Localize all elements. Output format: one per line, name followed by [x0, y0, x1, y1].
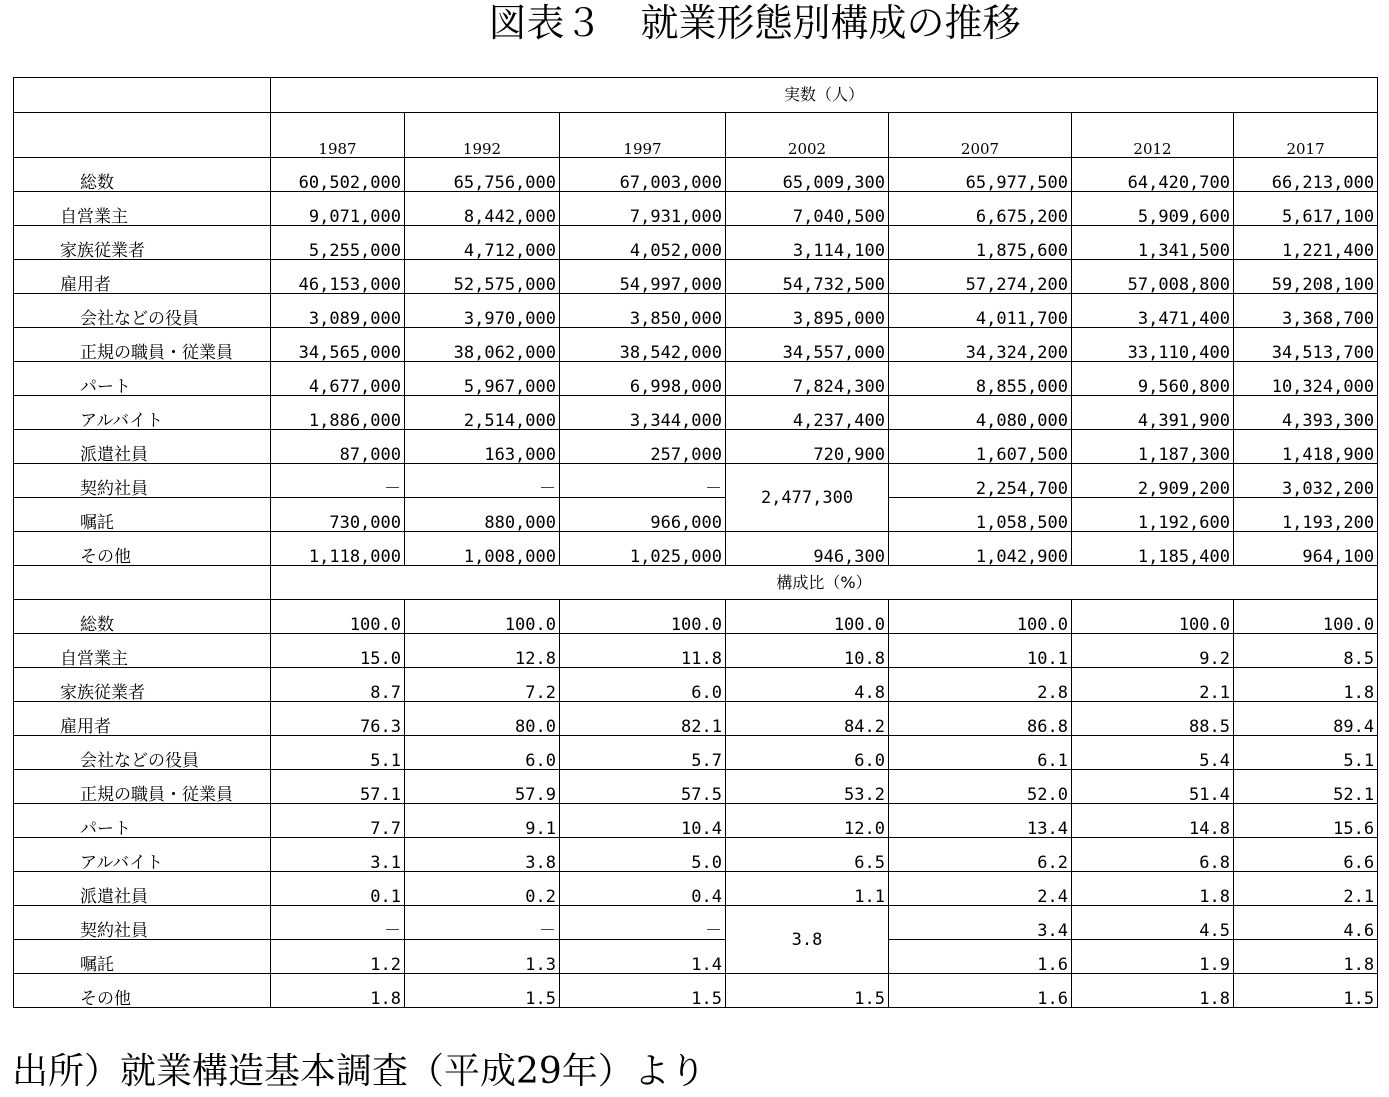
row-label: 正規の職員・従業員: [14, 328, 271, 362]
value-cell: 1,886,000: [271, 396, 405, 430]
value-cell: 38,062,000: [405, 328, 560, 362]
value-cell: 4,237,400: [726, 396, 889, 430]
value-cell: 1.5: [405, 974, 560, 1008]
value-cell: 100.0: [405, 600, 560, 634]
value-cell: 1.5: [1234, 974, 1378, 1008]
year-header: 1997: [560, 113, 726, 158]
source-note: 出所）就業構造基本調査（平成29年）より: [12, 1051, 706, 1092]
value-cell: 1,058,500: [889, 498, 1072, 532]
value-cell: 163,000: [405, 430, 560, 464]
value-cell: 12.0: [726, 804, 889, 838]
table-row: [14, 736, 1378, 770]
value-cell: －: [560, 906, 726, 940]
value-cell: 34,565,000: [271, 328, 405, 362]
value-cell: 6,675,200: [889, 192, 1072, 226]
value-cell: 8.7: [271, 668, 405, 702]
value-cell: －: [405, 464, 560, 498]
value-cell: 1.8: [1234, 940, 1378, 974]
value-cell: 1,221,400: [1234, 226, 1378, 260]
value-cell: 2,254,700: [889, 464, 1072, 498]
value-cell: 100.0: [271, 600, 405, 634]
value-cell: 3,368,700: [1234, 294, 1378, 328]
value-cell: 5,617,100: [1234, 192, 1378, 226]
value-cell: －: [560, 464, 726, 498]
value-cell: 89.4: [1234, 702, 1378, 736]
value-cell: 46,153,000: [271, 260, 405, 294]
row-label: 会社などの役員: [14, 736, 271, 770]
value-cell: 3.1: [271, 838, 405, 872]
value-cell: 6,998,000: [560, 362, 726, 396]
value-cell: 5,255,000: [271, 226, 405, 260]
value-cell: 5.1: [1234, 736, 1378, 770]
table-row: [14, 974, 1378, 1008]
value-cell: 8,442,000: [405, 192, 560, 226]
value-cell: 15.6: [1234, 804, 1378, 838]
value-cell: 34,324,200: [889, 328, 1072, 362]
merged-cell: 2,477,300: [726, 464, 889, 532]
table-row: [14, 804, 1378, 838]
value-cell: 67,003,000: [560, 158, 726, 192]
page-title: 図表３ 就業形態別構成の推移: [488, 1, 1021, 45]
value-cell: 15.0: [271, 634, 405, 668]
table-row: [14, 158, 1378, 192]
value-cell: 64,420,700: [1072, 158, 1234, 192]
value-cell: 6.2: [889, 838, 1072, 872]
row-label: 契約社員: [14, 906, 271, 940]
value-cell: 0.2: [405, 872, 560, 906]
value-cell: 2,909,200: [1072, 464, 1234, 498]
value-cell: 4,391,900: [1072, 396, 1234, 430]
value-cell: 6.8: [1072, 838, 1234, 872]
year-header: 1987: [271, 113, 405, 158]
value-cell: 100.0: [889, 600, 1072, 634]
value-cell: 4,011,700: [889, 294, 1072, 328]
value-cell: 87,000: [271, 430, 405, 464]
value-cell: 3,114,100: [726, 226, 889, 260]
value-cell: 1.8: [1072, 872, 1234, 906]
table-row: [14, 464, 1378, 498]
value-cell: 66,213,000: [1234, 158, 1378, 192]
row-label: 自営業主: [14, 634, 271, 668]
value-cell: 1,607,500: [889, 430, 1072, 464]
table-row: [14, 702, 1378, 736]
value-cell: 1.1: [726, 872, 889, 906]
section-header-actual: 実数（人）: [271, 78, 1378, 113]
value-cell: 12.8: [405, 634, 560, 668]
header-blank-cell: [14, 78, 271, 113]
value-cell: 1,341,500: [1072, 226, 1234, 260]
value-cell: 60,502,000: [271, 158, 405, 192]
value-cell: 9.2: [1072, 634, 1234, 668]
value-cell: 100.0: [1234, 600, 1378, 634]
table-row: [14, 396, 1378, 430]
value-cell: 100.0: [560, 600, 726, 634]
value-cell: 1,418,900: [1234, 430, 1378, 464]
value-cell: 4,677,000: [271, 362, 405, 396]
employment-table: [13, 77, 1378, 1008]
value-cell: －: [405, 906, 560, 940]
merged-cell: 3.8: [726, 906, 889, 974]
value-cell: 9.1: [405, 804, 560, 838]
value-cell: 9,560,800: [1072, 362, 1234, 396]
value-cell: 257,000: [560, 430, 726, 464]
value-cell: 3,344,000: [560, 396, 726, 430]
year-header: 2007: [889, 113, 1072, 158]
value-cell: 5,909,600: [1072, 192, 1234, 226]
value-cell: 11.8: [560, 634, 726, 668]
table-row: [14, 532, 1378, 566]
value-cell: 2.1: [1234, 872, 1378, 906]
value-cell: 10.8: [726, 634, 889, 668]
value-cell: 6.0: [405, 736, 560, 770]
value-cell: 6.6: [1234, 838, 1378, 872]
value-cell: 1.8: [1234, 668, 1378, 702]
value-cell: 100.0: [1072, 600, 1234, 634]
value-cell: 4,052,000: [560, 226, 726, 260]
value-cell: 52,575,000: [405, 260, 560, 294]
value-cell: 65,009,300: [726, 158, 889, 192]
value-cell: 52.1: [1234, 770, 1378, 804]
value-cell: 76.3: [271, 702, 405, 736]
value-cell: 730,000: [271, 498, 405, 532]
value-cell: 1,192,600: [1072, 498, 1234, 532]
row-label: 総数: [14, 158, 271, 192]
value-cell: 7.7: [271, 804, 405, 838]
value-cell: 1.5: [726, 974, 889, 1008]
value-cell: 1.8: [271, 974, 405, 1008]
table-row: [14, 226, 1378, 260]
value-cell: 53.2: [726, 770, 889, 804]
value-cell: 57.5: [560, 770, 726, 804]
value-cell: 6.0: [560, 668, 726, 702]
table-row: [14, 906, 1378, 940]
year-header: 1992: [405, 113, 560, 158]
value-cell: 33,110,400: [1072, 328, 1234, 362]
value-cell: 80.0: [405, 702, 560, 736]
table-row: [14, 328, 1378, 362]
value-cell: 1,025,000: [560, 532, 726, 566]
value-cell: 0.4: [560, 872, 726, 906]
value-cell: 2,514,000: [405, 396, 560, 430]
value-cell: 3.8: [405, 838, 560, 872]
value-cell: 2.4: [889, 872, 1072, 906]
row-label: 正規の職員・従業員: [14, 770, 271, 804]
row-label: 雇用者: [14, 260, 271, 294]
value-cell: 6.0: [726, 736, 889, 770]
value-cell: 7,824,300: [726, 362, 889, 396]
value-cell: 57.1: [271, 770, 405, 804]
value-cell: 5,967,000: [405, 362, 560, 396]
value-cell: 6.5: [726, 838, 889, 872]
table-row: [14, 430, 1378, 464]
value-cell: 9,071,000: [271, 192, 405, 226]
row-label: 総数: [14, 600, 271, 634]
year-header: 2012: [1072, 113, 1234, 158]
value-cell: 57,274,200: [889, 260, 1072, 294]
value-cell: 966,000: [560, 498, 726, 532]
value-cell: 59,208,100: [1234, 260, 1378, 294]
row-label: その他: [14, 532, 271, 566]
value-cell: 65,756,000: [405, 158, 560, 192]
row-label: パート: [14, 804, 271, 838]
value-cell: 14.8: [1072, 804, 1234, 838]
value-cell: 1.3: [405, 940, 560, 974]
value-cell: 10.4: [560, 804, 726, 838]
value-cell: 51.4: [1072, 770, 1234, 804]
value-cell: －: [271, 906, 405, 940]
section-header-ratio: 構成比（%）: [271, 566, 1378, 600]
value-cell: 82.1: [560, 702, 726, 736]
table-row: [14, 362, 1378, 396]
row-label: 派遣社員: [14, 430, 271, 464]
value-cell: 38,542,000: [560, 328, 726, 362]
value-cell: 10,324,000: [1234, 362, 1378, 396]
value-cell: 1,118,000: [271, 532, 405, 566]
value-cell: 84.2: [726, 702, 889, 736]
value-cell: 1.5: [560, 974, 726, 1008]
value-cell: 1.6: [889, 940, 1072, 974]
row-label: アルバイト: [14, 396, 271, 430]
row-label: 会社などの役員: [14, 294, 271, 328]
table-row: [14, 838, 1378, 872]
table-row: [14, 770, 1378, 804]
value-cell: 7,931,000: [560, 192, 726, 226]
value-cell: 8,855,000: [889, 362, 1072, 396]
value-cell: －: [271, 464, 405, 498]
value-cell: 8.5: [1234, 634, 1378, 668]
value-cell: 3,850,000: [560, 294, 726, 328]
table-row: [14, 260, 1378, 294]
row-label: パート: [14, 362, 271, 396]
value-cell: 34,513,700: [1234, 328, 1378, 362]
value-cell: 65,977,500: [889, 158, 1072, 192]
value-cell: 3,032,200: [1234, 464, 1378, 498]
row-label: 雇用者: [14, 702, 271, 736]
value-cell: 1,042,900: [889, 532, 1072, 566]
value-cell: 4,712,000: [405, 226, 560, 260]
value-cell: 57.9: [405, 770, 560, 804]
row-label: 家族従業者: [14, 226, 271, 260]
value-cell: 54,997,000: [560, 260, 726, 294]
value-cell: 6.1: [889, 736, 1072, 770]
value-cell: 3,970,000: [405, 294, 560, 328]
value-cell: 5.4: [1072, 736, 1234, 770]
value-cell: 2.1: [1072, 668, 1234, 702]
table-row: [14, 634, 1378, 668]
value-cell: 100.0: [726, 600, 889, 634]
value-cell: 1,187,300: [1072, 430, 1234, 464]
table-row: [14, 498, 1378, 532]
table-row: [14, 192, 1378, 226]
value-cell: 1,185,400: [1072, 532, 1234, 566]
value-cell: 1,875,600: [889, 226, 1072, 260]
value-cell: 4.6: [1234, 906, 1378, 940]
value-cell: 4,393,300: [1234, 396, 1378, 430]
table-row: [14, 872, 1378, 906]
year-header: 2002: [726, 113, 889, 158]
value-cell: 946,300: [726, 532, 889, 566]
value-cell: 5.7: [560, 736, 726, 770]
value-cell: 0.1: [271, 872, 405, 906]
value-cell: 2.8: [889, 668, 1072, 702]
value-cell: 5.0: [560, 838, 726, 872]
row-label: その他: [14, 974, 271, 1008]
value-cell: 10.1: [889, 634, 1072, 668]
value-cell: 4,080,000: [889, 396, 1072, 430]
value-cell: 7,040,500: [726, 192, 889, 226]
row-label: 家族従業者: [14, 668, 271, 702]
table-row: [14, 294, 1378, 328]
value-cell: 3,471,400: [1072, 294, 1234, 328]
header-blank-cell: [14, 113, 271, 158]
value-cell: 720,900: [726, 430, 889, 464]
value-cell: 34,557,000: [726, 328, 889, 362]
value-cell: 1.2: [271, 940, 405, 974]
row-label: アルバイト: [14, 838, 271, 872]
value-cell: 1.4: [560, 940, 726, 974]
value-cell: 52.0: [889, 770, 1072, 804]
value-cell: 1,008,000: [405, 532, 560, 566]
value-cell: 1,193,200: [1234, 498, 1378, 532]
row-label: 嘱託: [14, 940, 271, 974]
value-cell: 4.5: [1072, 906, 1234, 940]
value-cell: 3,089,000: [271, 294, 405, 328]
value-cell: 4.8: [726, 668, 889, 702]
value-cell: 880,000: [405, 498, 560, 532]
value-cell: 5.1: [271, 736, 405, 770]
value-cell: 1.8: [1072, 974, 1234, 1008]
row-label: 契約社員: [14, 464, 271, 498]
value-cell: 3,895,000: [726, 294, 889, 328]
table-row: [14, 600, 1378, 634]
value-cell: 54,732,500: [726, 260, 889, 294]
value-cell: 1.9: [1072, 940, 1234, 974]
value-cell: 57,008,800: [1072, 260, 1234, 294]
table-row: [14, 940, 1378, 974]
row-label: 嘱託: [14, 498, 271, 532]
row-label: 派遣社員: [14, 872, 271, 906]
value-cell: 964,100: [1234, 532, 1378, 566]
value-cell: 7.2: [405, 668, 560, 702]
section-blank-cell: [14, 566, 271, 600]
row-label: 自営業主: [14, 192, 271, 226]
value-cell: 13.4: [889, 804, 1072, 838]
value-cell: 86.8: [889, 702, 1072, 736]
year-header: 2017: [1234, 113, 1378, 158]
value-cell: 88.5: [1072, 702, 1234, 736]
value-cell: 1.6: [889, 974, 1072, 1008]
table-row: [14, 668, 1378, 702]
value-cell: 3.4: [889, 906, 1072, 940]
